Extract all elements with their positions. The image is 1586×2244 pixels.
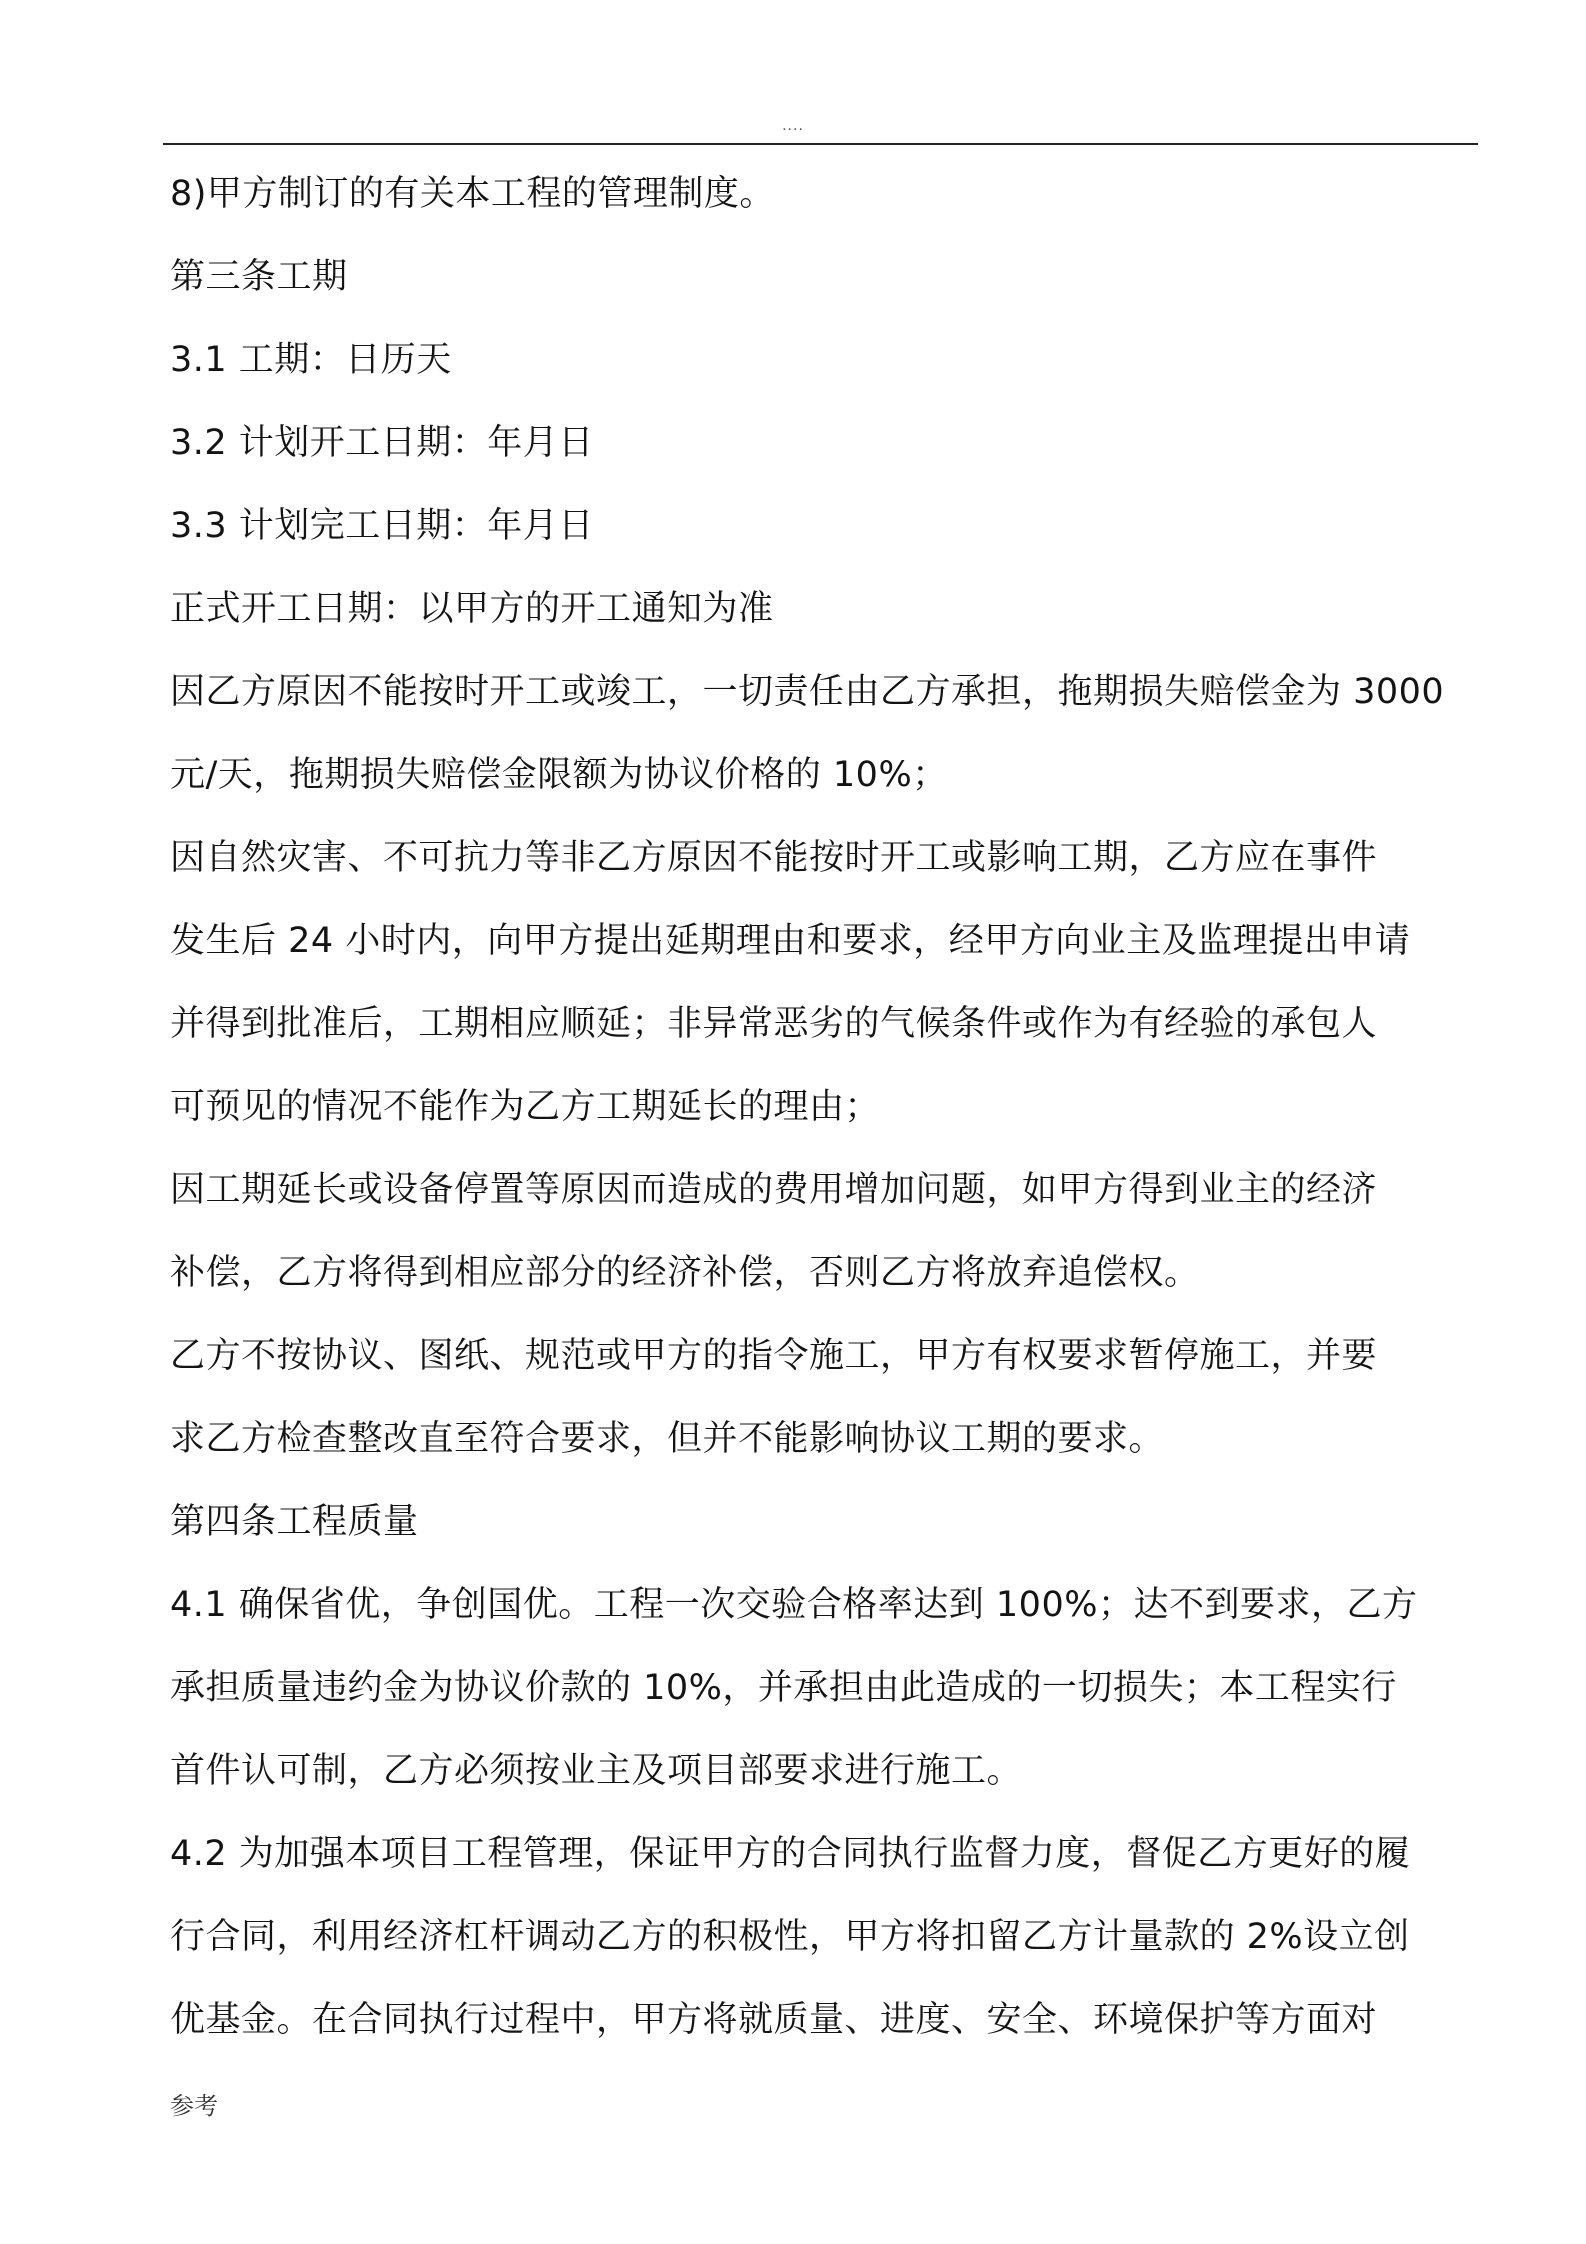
text-line-4-2: 4.2 为加强本项目工程管理，保证甲方的合同执行监督力度，督促乙方更好的履 xyxy=(170,1834,1411,1874)
text-line-start-date: 正式开工日期：以甲方的开工通知为准 xyxy=(170,589,774,629)
text-line-3-2: 3.2 计划开工日期：年月日 xyxy=(170,423,594,463)
section-heading-article-4: 第四条工程质量 xyxy=(170,1502,419,1542)
text-line: 承担质量违约金为协议价款的 10%，并承担由此造成的一切损失；本工程实行 xyxy=(170,1668,1397,1708)
section-heading-article-3: 第三条工期 xyxy=(170,257,348,297)
text-line: 发生后 24 小时内，向甲方提出延期理由和要求，经甲方向业主及监理提出申请 xyxy=(170,921,1411,961)
text-line: 因乙方原因不能按时开工或竣工，一切责任由乙方承担，拖期损失赔偿金为 3000 xyxy=(170,672,1445,712)
text-line: 可预见的情况不能作为乙方工期延长的理由； xyxy=(170,1087,881,1127)
text-line-4-1: 4.1 确保省优，争创国优。工程一次交验合格率达到 100%；达不到要求，乙方 xyxy=(170,1585,1418,1625)
text-line-3-1: 3.1 工期：日历天 xyxy=(170,340,452,380)
text-line-3-3: 3.3 计划完工日期：年月日 xyxy=(170,506,594,546)
text-line: 因自然灾害、不可抗力等非乙方原因不能按时开工或影响工期，乙方应在事件 xyxy=(170,838,1378,878)
header-rule xyxy=(163,143,1478,145)
header-mark: .... xyxy=(782,118,804,134)
text-line: 优基金。在合同执行过程中，甲方将就质量、进度、安全、环境保护等方面对 xyxy=(170,2000,1378,2040)
footer-text: 参考 xyxy=(170,2092,218,2120)
text-line-item-8: 8)甲方制订的有关本工程的管理制度。 xyxy=(170,174,775,214)
text-line: 并得到批准后，工期相应顺延；非异常恶劣的气候条件或作为有经验的承包人 xyxy=(170,1004,1378,1044)
text-line: 首件认可制，乙方必须按业主及项目部要求进行施工。 xyxy=(170,1751,1023,1791)
text-line: 乙方不按协议、图纸、规范或甲方的指令施工，甲方有权要求暂停施工，并要 xyxy=(170,1336,1378,1376)
text-line: 求乙方检查整改直至符合要求，但并不能影响协议工期的要求。 xyxy=(170,1419,1165,1459)
text-line: 补偿，乙方将得到相应部分的经济补偿，否则乙方将放弃追偿权。 xyxy=(170,1253,1200,1293)
text-line: 行合同，利用经济杠杆调动乙方的积极性，甲方将扣留乙方计量款的 2%设立创 xyxy=(170,1917,1410,1957)
text-line: 元/天，拖期损失赔偿金限额为协议价格的 10%； xyxy=(170,755,948,795)
document-body xyxy=(170,153,1470,2062)
text-line: 因工期延长或设备停置等原因而造成的费用增加问题，如甲方得到业主的经济 xyxy=(170,1170,1378,1210)
